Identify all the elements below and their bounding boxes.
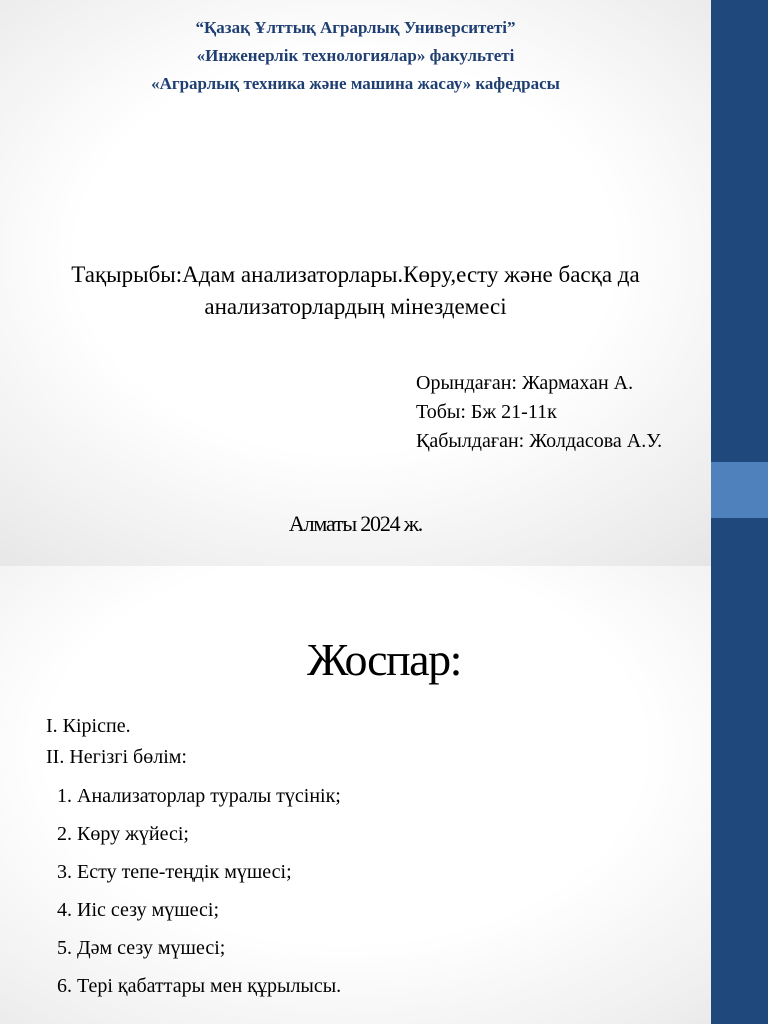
- performed-by: Орындаған: Жармахан А.: [416, 372, 634, 394]
- item-number: 5.: [57, 937, 72, 959]
- list-item: [57, 971, 341, 1009]
- item-number: 6.: [57, 975, 72, 997]
- list-item: [57, 933, 341, 971]
- list-item: [57, 819, 341, 857]
- accepted-by: Қабылдаған: Жолдасова А.У.: [416, 430, 663, 452]
- item-text: Көру жүйесі;: [77, 823, 189, 845]
- item-text: Есту тепе-теңдік мүшесі;: [77, 861, 292, 883]
- section-main: II. Негізгі бөлім:: [46, 746, 187, 768]
- plan-title: Жоспар:: [307, 634, 461, 685]
- item-number: 4.: [57, 899, 72, 921]
- item-text: Дәм сезу мүшесі;: [77, 937, 226, 959]
- item-number: 1.: [57, 785, 72, 807]
- department-name: «Аграрлық техника және машина жасау» кафедрасы: [151, 74, 560, 93]
- institution-header: [0, 14, 711, 98]
- university-name: “Қазақ Ұлттық Аграрлық Университеті”: [195, 18, 516, 37]
- authors-block: [416, 369, 662, 456]
- plan-sections: [46, 711, 187, 773]
- list-item: [57, 781, 341, 819]
- item-text: Анализаторлар туралы түсінік;: [77, 785, 341, 807]
- list-item: [57, 857, 341, 895]
- item-number: 2.: [57, 823, 72, 845]
- item-text: Тері қабаттары мен құрылысы.: [77, 975, 342, 997]
- group: Тобы: Бж 21-11к: [416, 401, 557, 423]
- faculty-name: «Инженерлік технологиялар» факультеті: [196, 46, 515, 65]
- topic-title: [0, 259, 711, 323]
- city-year: Алматы 2024 ж.: [288, 511, 423, 536]
- topic-line-1: Тақырыбы:Адам анализаторлары.Көру,есту және басқа да: [71, 262, 640, 287]
- topic-line-2: анализаторлардың мінездемесі: [204, 294, 507, 319]
- item-text: Иіс сезу мүшесі;: [77, 899, 220, 921]
- item-number: 3.: [57, 861, 72, 883]
- list-item: [57, 895, 341, 933]
- plan-items: [57, 781, 341, 1009]
- sidebar-accent: [711, 462, 768, 518]
- section-intro: I. Кіріспе.: [46, 715, 131, 737]
